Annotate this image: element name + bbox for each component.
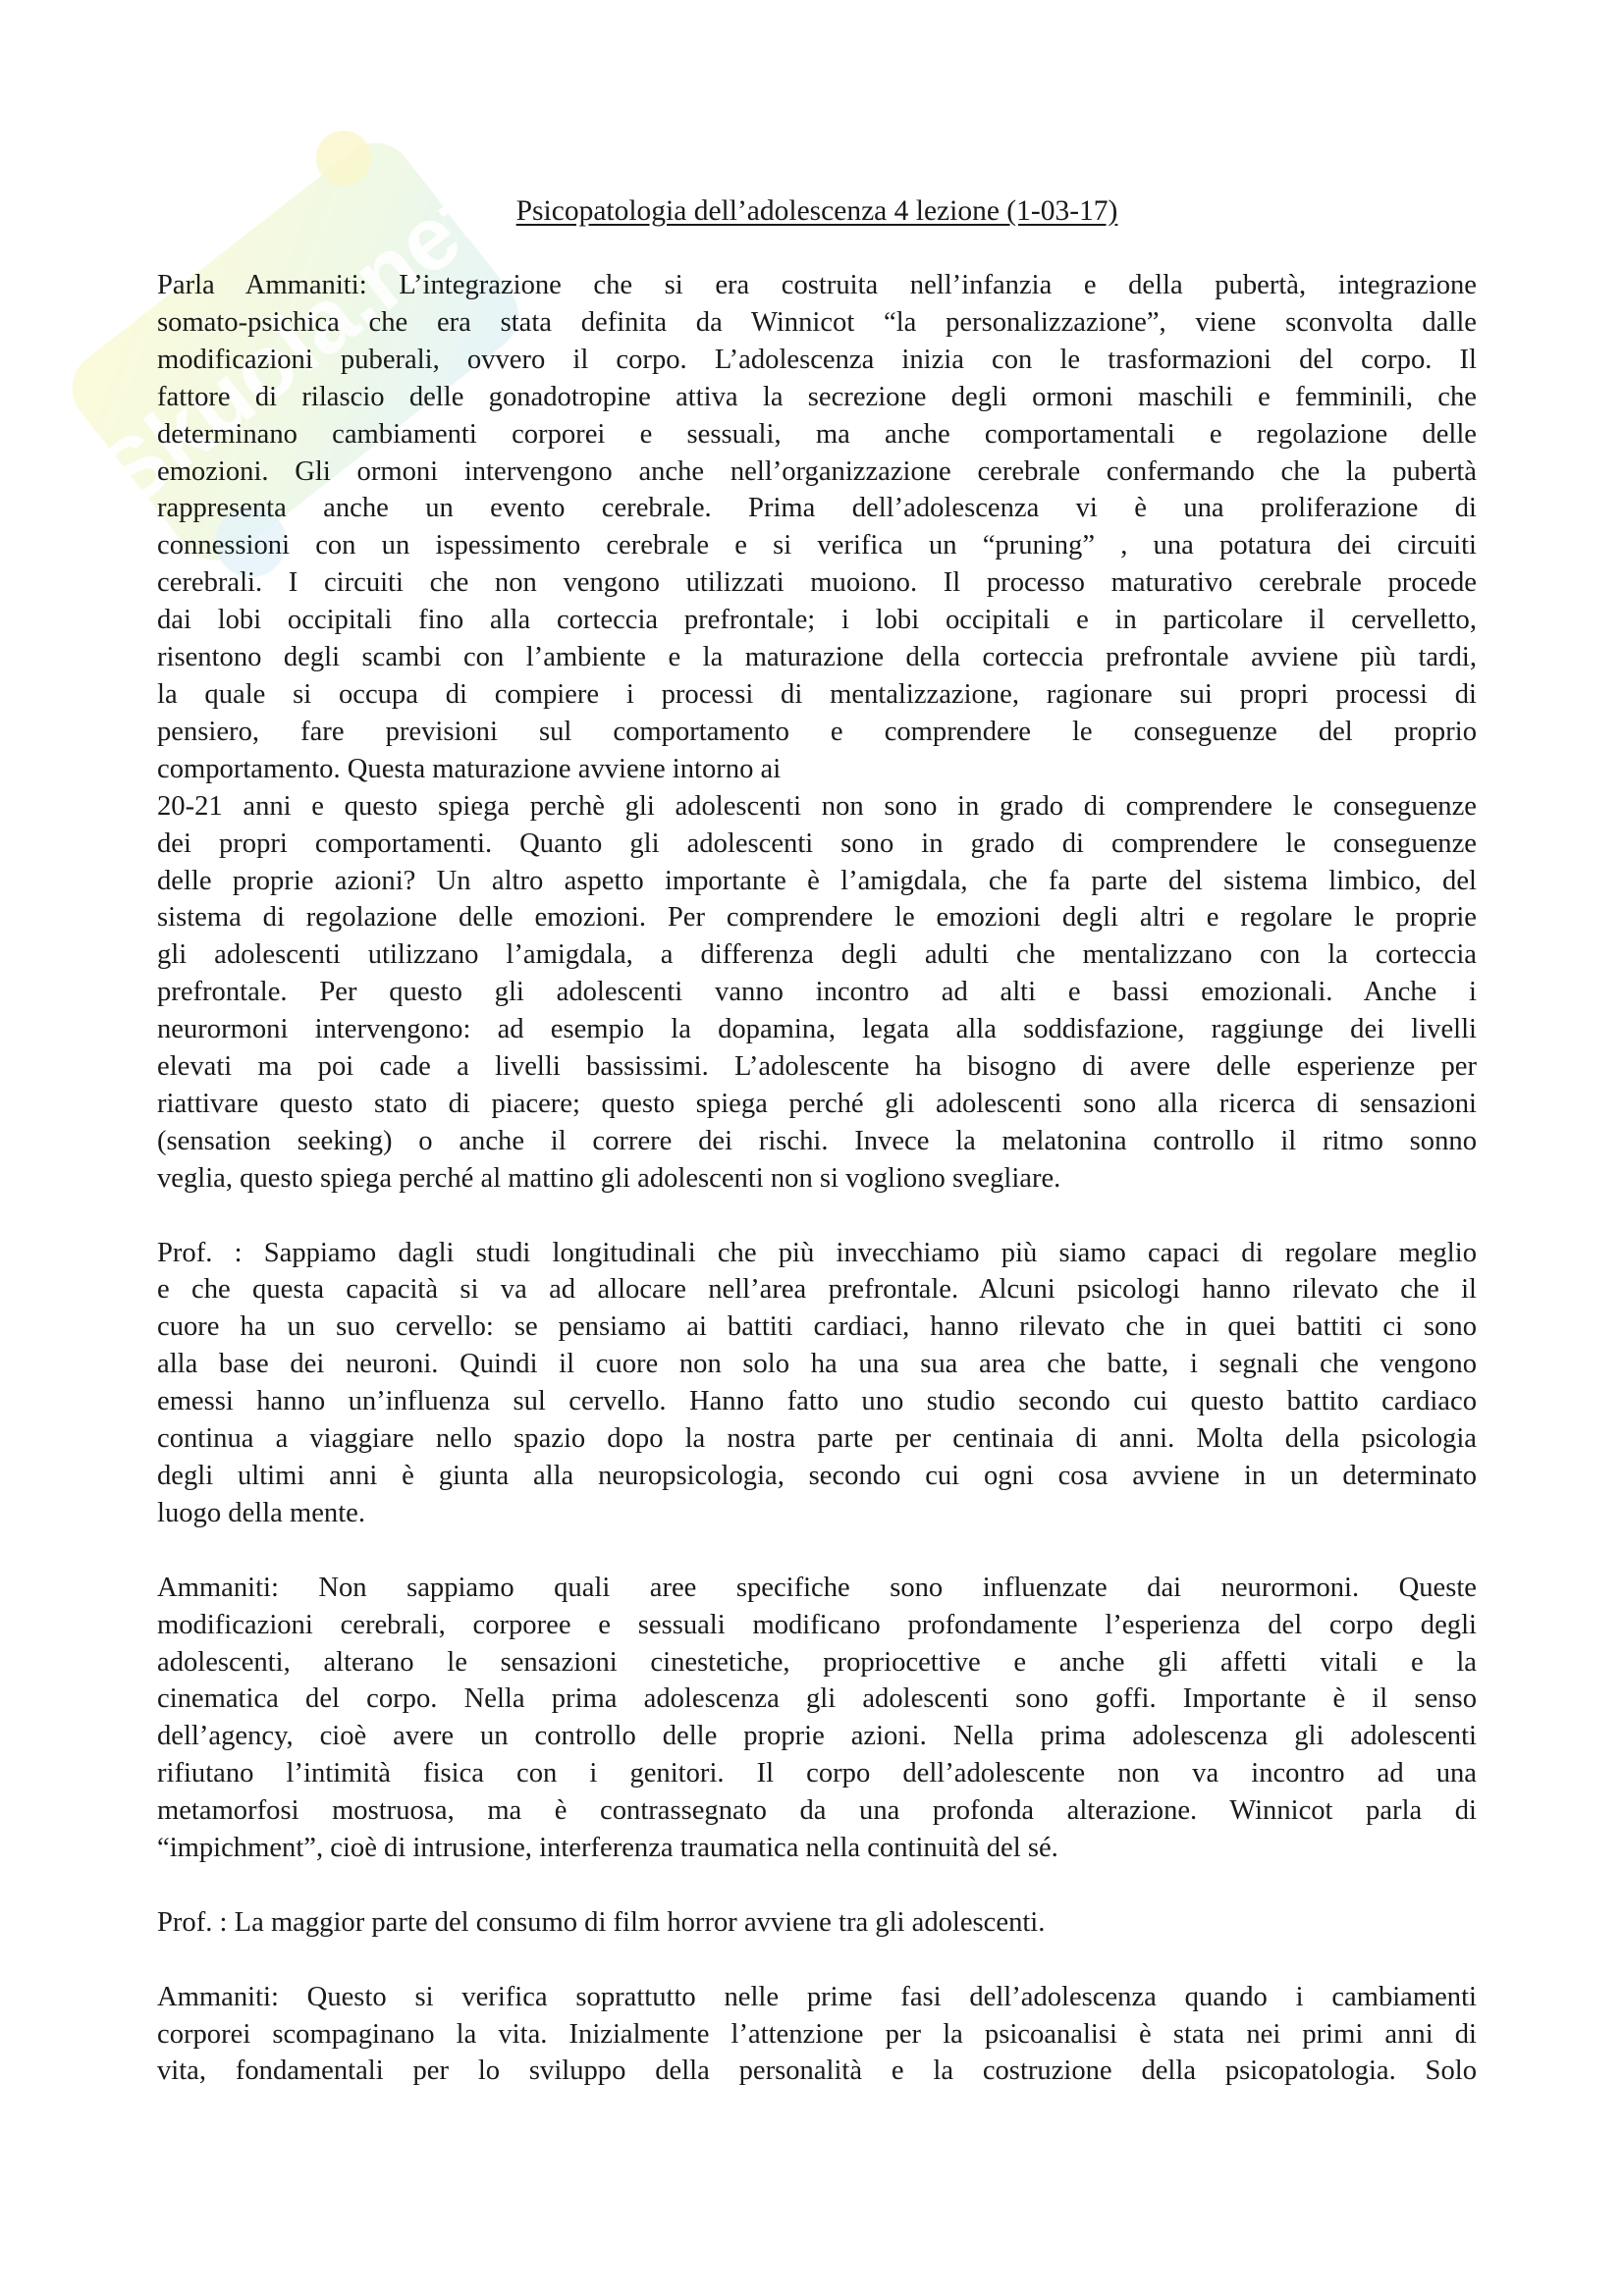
text-line: Parla Ammaniti: L’integrazione che si era costruita nell’infanzia e della pubertà, integrazione [157, 270, 1477, 300]
text-line: dai lobi occipitali fino alla corteccia prefrontale; i lobi occipitali e in particolare il cervelletto, [157, 605, 1477, 636]
text-line: somato-psichica che era stata definita da Winnicot “la personalizzazione”, viene sconvolta dalle [157, 306, 1477, 338]
document-title: Psicopatologia dell’adolescenza 4 lezione (1-03-17) [515, 195, 1118, 227]
text-line: prefrontale. Per questo gli adolescenti vanno incontro ad alti e bassi emozionali. Anche i [157, 977, 1477, 1008]
text-line: veglia, questo spiega perché al mattino gli adolescenti non si vogliono svegliare. [157, 1162, 1061, 1194]
text-line: Prof. : La maggior parte del consumo di film horror avviene tra gli adolescenti. [157, 1906, 1046, 1938]
text-line: modificazioni puberali, ovvero il corpo. L’adolescenza inizia con le trasformazioni del corpo. Il [157, 344, 1477, 375]
text-line: cerebrali. I circuiti che non vengono utilizzati muoiono. Il processo maturativo cerebrale procede [157, 567, 1477, 599]
text-line: emozioni. Gli ormoni intervengono anche nell’organizzazione cerebrale confermando che la pubertà [157, 455, 1477, 487]
text-line: cuore ha un suo cervello: se pensiamo ai battiti cardiaci, hanno rilevato che in quei battiti ci sono [157, 1311, 1477, 1343]
text-line: vita, fondamentali per lo sviluppo della personalità e la costruzione della psicopatologia. Solo [157, 2056, 1477, 2087]
text-line: elevati ma poi cade a livelli bassissimi. L’adolescente ha bisogno di avere delle esperienze per [157, 1051, 1477, 1083]
text-line: 20-21 anni e questo spiega perchè gli adolescenti non sono in grado di comprendere le conseguenze [157, 790, 1477, 822]
text-line: pensiero, fare previsioni sul comportamento e comprendere le conseguenze del proprio [157, 716, 1477, 747]
text-line: “impichment”, cioè di intrusione, interferenza traumatica nella continuità del sé. [157, 1833, 1058, 1864]
text-line: la quale si occupa di compiere i processi di mentalizzazione, ragionare sui propri processi di [157, 678, 1477, 710]
watermark-text: Skuola.net [81, 167, 503, 527]
paragraph [157, 1979, 1477, 2091]
text-line: adolescenti, alterano le sensazioni cinestetiche, propriocettive e anche gli affetti vitali e la [157, 1646, 1477, 1678]
text-line: degli ultimi anni è giunta alla neuropsicologia, secondo cui ogni cosa avviene in un determinato [157, 1460, 1477, 1491]
text-line: neurormoni intervengono: ad esempio la dopamina, legata alla soddisfazione, raggiunge dei livelli [157, 1014, 1477, 1045]
text-line: rifiutano l’intimità fisica con i genitori. Il corpo dell’adolescente non va incontro ad una [157, 1758, 1477, 1789]
text-line: Ammaniti: Non sappiamo quali aree specifiche sono influenzate dai neurormoni. Queste [157, 1572, 1477, 1603]
text-line: determinano cambiamenti corporei e sessuali, ma anche comportamentali e regolazione delle [157, 418, 1477, 450]
text-line: corporei scompaginano la vita. Inizialmente l’attenzione per la psicoanalisi è stata nei primi anni di [157, 2018, 1477, 2050]
text-line: riattivare questo stato di piacere; questo spiega perché gli adolescenti sono alla ricerca di sensazioni [157, 1088, 1477, 1119]
text-line: modificazioni cerebrali, corporee e sessuali modificano profondamente l’esperienza del corpo degli [157, 1609, 1477, 1640]
text-line: delle proprie azioni? Un altro aspetto importante è l’amigdala, che fa parte del sistema limbico, del [157, 865, 1477, 896]
text-line: alla base dei neuroni. Quindi il cuore non solo ha una sua area che batte, i segnali che vengono [157, 1349, 1477, 1380]
text-line: dei propri comportamenti. Quanto gli adolescenti sono in grado di comprendere le conseguenze [157, 828, 1477, 859]
text-line: dell’agency, cioè avere un controllo delle proprie azioni. Nella prima adolescenza gli adolescenti [157, 1721, 1477, 1752]
text-line: metamorfosi mostruosa, ma è contrassegnato da una profonda alterazione. Winnicot parla di [157, 1795, 1477, 1827]
text-line: emessi hanno un’influenza sul cervello. Hanno fatto uno studio secondo cui questo battito cardiaco [157, 1386, 1477, 1417]
paragraph [157, 1570, 1477, 1867]
text-line: sistema di regolazione delle emozioni. Per comprendere le emozioni degli altri e regolare le proprie [157, 902, 1477, 934]
text-line: luogo della mente. [157, 1497, 366, 1528]
document-body [157, 192, 1477, 2090]
text-line: cinematica del corpo. Nella prima adolescenza gli adolescenti sono goffi. Importante è il senso [157, 1683, 1477, 1715]
text-line: connessioni con un ispessimento cerebrale e si verifica un “pruning” , una potatura dei circuiti [157, 530, 1477, 561]
paragraph [157, 1904, 1477, 1942]
text-line: e che questa capacità si va ad allocare nell’area prefrontale. Alcuni psicologi hanno rilevato che il [157, 1274, 1477, 1306]
paragraph [157, 267, 1477, 1198]
text-line: risentono degli scambi con l’ambiente e la maturazione della corteccia prefrontale avviene più tardi, [157, 642, 1477, 673]
paragraph [157, 1235, 1477, 1532]
text-line: rappresenta anche un evento cerebrale. Prima dell’adolescenza vi è una proliferazione di [157, 493, 1477, 524]
text-line: gli adolescenti utilizzano l’amigdala, a differenza degli adulti che mentalizzano con la corteccia [157, 939, 1477, 971]
text-line: fattore di rilascio delle gonadotropine attiva la secrezione degli ormoni maschili e femminili, che [157, 381, 1477, 412]
paragraph-list [157, 267, 1477, 2090]
text-line: Prof. : Sappiamo dagli studi longitudinali che più invecchiamo più siamo capaci di regolare meglio [157, 1237, 1477, 1268]
text-line: (sensation seeking) o anche il correre dei rischi. Invece la melatonina controllo il ritmo sonno [157, 1125, 1477, 1156]
text-line: comportamento. Questa maturazione avviene intorno ai [157, 753, 782, 784]
text-line: Ammaniti: Questo si verifica soprattutto nelle prime fasi dell’adolescenza quando i cambiamenti [157, 1981, 1477, 2012]
text-line: continua a viaggiare nello spazio dopo la nostra parte per centinaia di anni. Molta della psicologia [157, 1423, 1477, 1455]
